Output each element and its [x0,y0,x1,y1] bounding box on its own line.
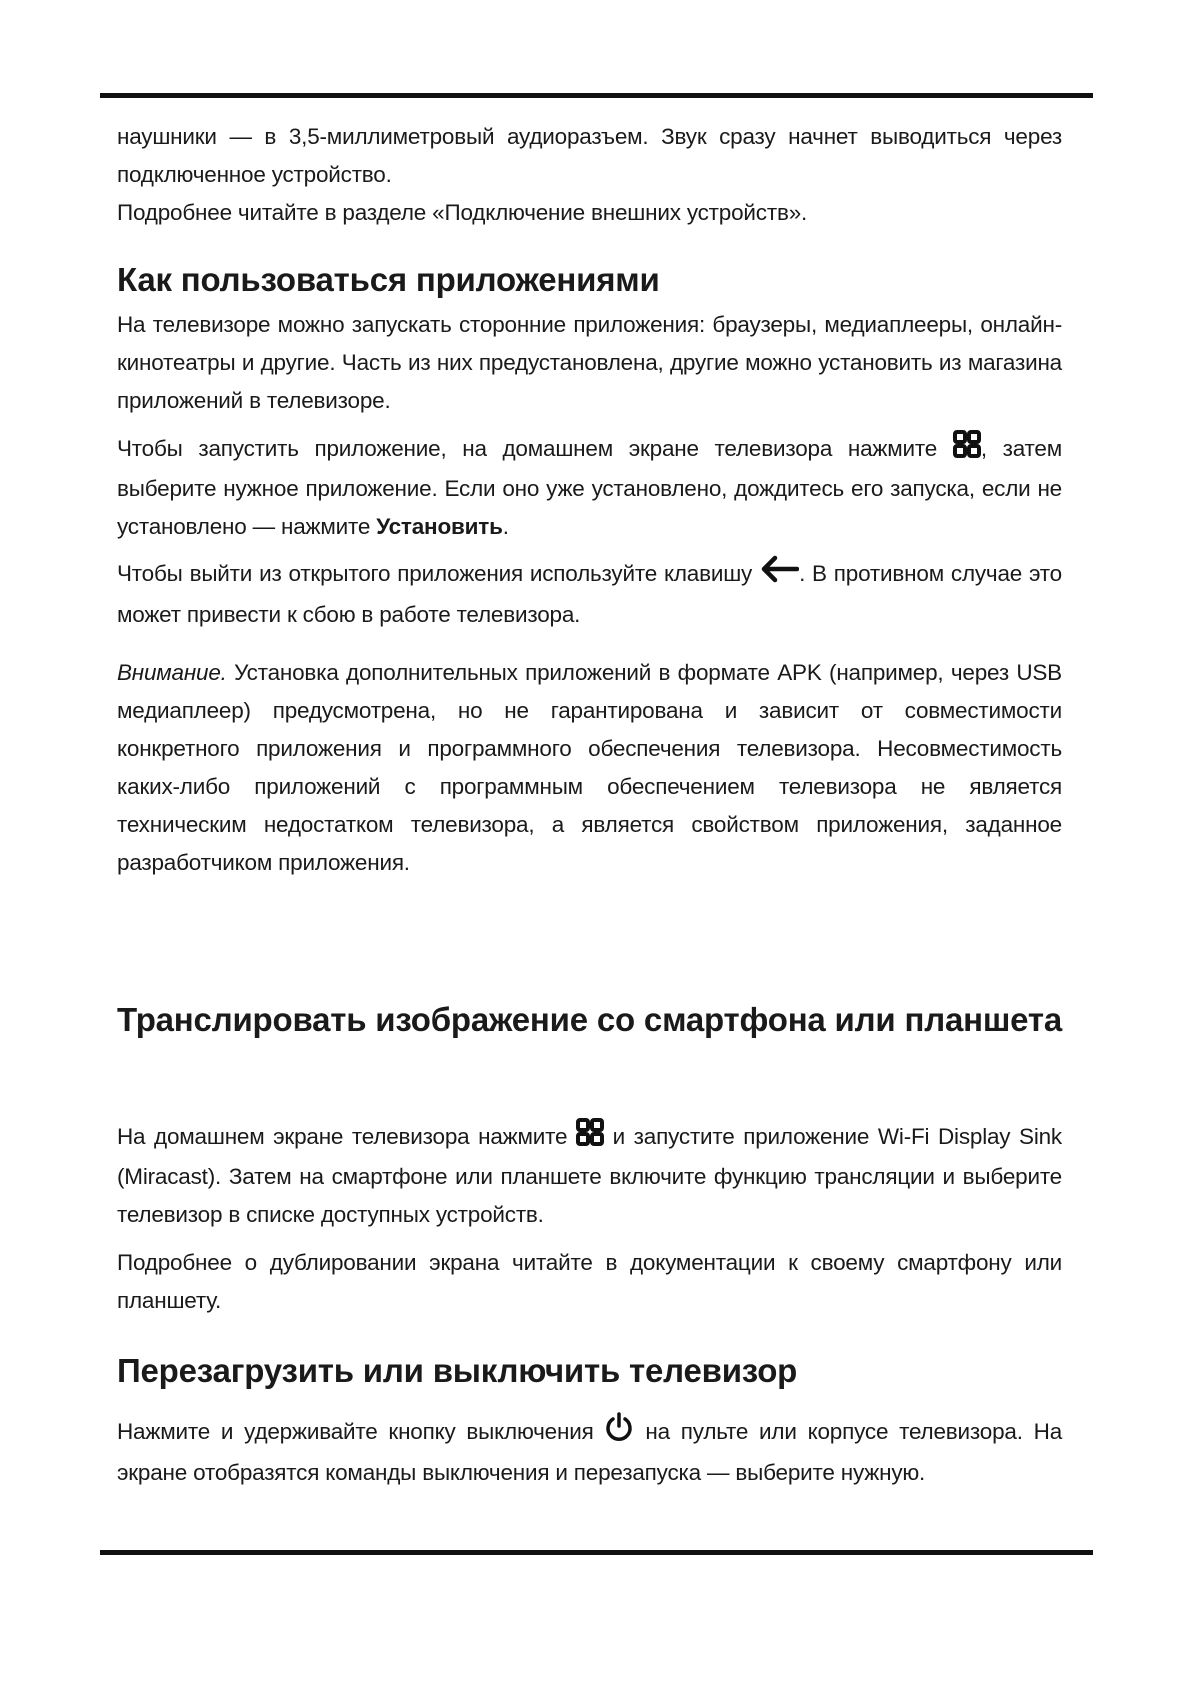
warning-label: Внимание. [117,660,227,686]
power-section [117,1412,1062,1492]
heading-cast: Транслировать изображение со смартфона или планшета [117,1001,1062,1038]
paragraph [117,1118,1062,1234]
install-label: Установить [376,514,503,540]
apps-grid-icon [953,430,981,470]
bottom-rule [100,1550,1093,1555]
text: Установка дополнительных приложений в формате APK (например, через USB медиаплеер) предусмотрена, но не гарантирована и зависит от совместимости конкретного приложения и программного обеспечения телевизора. Несовместимость каких-либо приложений с программным обеспечением телевизора не является техническим недостатком телевизора, а является свойством приложения, заданное разработчиком приложения. [117,660,1062,876]
text: , затем выберите нужное приложение. Если оно уже установлено, дождитесь его запуска, если не установлено — нажмите [117,436,1062,540]
top-rule [100,93,1093,98]
text: . [502,514,509,540]
apps-grid-icon [576,1118,604,1158]
text: . В противном случае это может привести к сбою в работе телевизора. [117,561,1062,628]
warning-paragraph [117,654,1062,882]
apps-section [117,306,1062,882]
paragraph [117,554,1062,634]
heading-power: Перезагрузить или выключить телевизор [117,1352,798,1389]
paragraph: наушники — в 3,5-миллиметровый аудиоразъем. Звук сразу начнет выводиться через подключенное устройство. [117,124,1062,187]
text: и запустите приложение Wi-Fi Display Sink (Miracast). Затем на смартфоне или планшете включите функцию трансляции и выберите телевизор в списке доступных устройств. [117,1124,1062,1228]
text: На домашнем экране телевизора нажмите [117,1124,568,1149]
paragraph: Подробнее о дублировании экрана читайте в документации к своему смартфону или планшету. [117,1250,1062,1314]
text: Чтобы запустить приложение, на домашнем экране телевизора нажмите [117,436,938,461]
paragraph: Подробнее читайте в разделе «Подключение внешних устройств». [117,200,808,225]
paragraph: На телевизоре можно запускать сторонние приложения: браузеры, медиаплееры, онлайн-кинотеатры и другие. Часть из них предустановлена, другие можно установить из магазина приложений в телевизоре. [117,312,1062,413]
back-arrow-icon [759,554,799,596]
text: Нажмите и удерживайте кнопку выключения [117,1418,594,1444]
intro-section [117,118,1062,232]
paragraph [117,430,1062,546]
paragraph [117,1412,1062,1492]
text: на пульте или корпусе телевизора. На экране отобразятся команды выключения и перезапуска — выберите нужную. [117,1418,1063,1485]
cast-section [117,1118,1062,1320]
power-icon [604,1412,634,1454]
text: Чтобы выйти из открытого приложения используйте клавишу [117,561,753,586]
heading-apps: Как пользоваться приложениями [117,261,660,298]
